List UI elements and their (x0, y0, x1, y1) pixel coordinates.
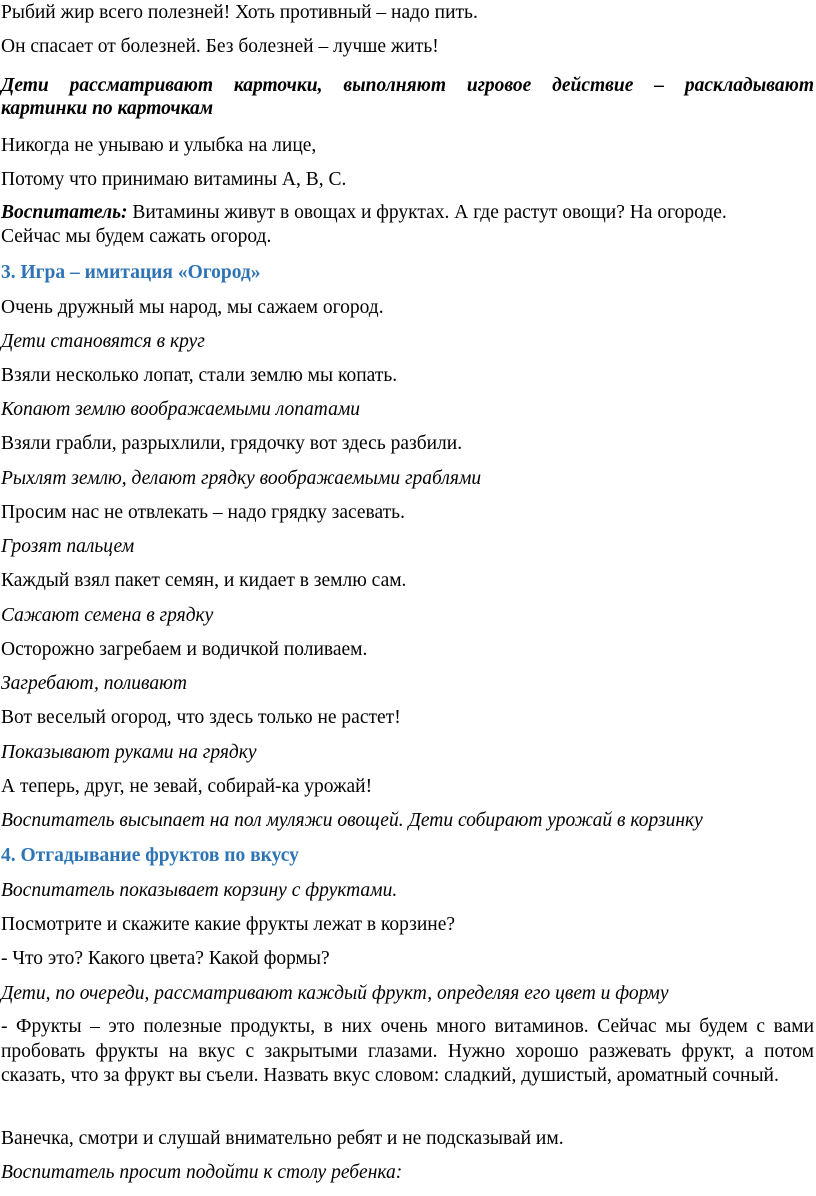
verse-line: Он спасает от болезней. Без болезней – лучше жить! (1, 36, 439, 57)
stage-direction: Показывают руками на грядку (1, 742, 257, 763)
verse-line: Просим нас не отвлекать – надо грядку засевать. (1, 502, 405, 523)
stage-direction: Дети рассматривают карточки, выполняют игровое действие – раскладывают (1, 75, 814, 96)
speaker-label: Воспитатель: (1, 202, 128, 223)
verse-line: Рыбий жир всего полезней! Хоть противный – надо пить. (1, 2, 478, 23)
section-heading: 4. Отгадывание фруктов по вкусу (1, 845, 299, 866)
verse-line: Осторожно загребаем и водичкой поливаем. (1, 639, 368, 660)
stage-direction: Дети становятся в круг (1, 331, 205, 352)
verse-line: Вот веселый огород, что здесь только не растет! (1, 707, 401, 728)
teacher-speech: Посмотрите и скажите какие фрукты лежат в корзине? (1, 914, 456, 935)
speech-text: Витамины живут в овощах и фруктах. А где растут овощи? На огороде. (127, 202, 727, 223)
stage-direction: Дети, по очереди, рассматривают каждый фрукт, определяя его цвет и форму (1, 983, 669, 1004)
verse-line: Очень дружный мы народ, мы сажаем огород. (1, 297, 384, 318)
stage-direction: Загребают, поливают (1, 673, 187, 694)
teacher-speech: - Что это? Какого цвета? Какой формы? (1, 948, 330, 969)
verse-line: Потому что принимаю витамины А, В, С. (1, 169, 347, 190)
verse-line: Каждый взял пакет семян, и кидает в землю сам. (1, 570, 407, 591)
stage-direction: Воспитатель просит подойти к столу ребенка: (1, 1162, 403, 1183)
speech-continuation: Сейчас мы будем сажать огород. (1, 226, 272, 247)
stage-direction: Воспитатель показывает корзину с фруктами. (1, 880, 398, 901)
stage-direction: Рыхлят землю, делают грядку воображаемыми граблями (1, 468, 482, 489)
section-heading: 3. Игра – имитация «Огород» (1, 262, 261, 283)
stage-direction: Воспитатель высыпает на пол муляжи овощей. Дети собирают урожай в корзинку (1, 810, 703, 831)
stage-direction: Копают землю воображаемыми лопатами (1, 399, 361, 420)
stage-direction: Грозят пальцем (1, 536, 135, 557)
teacher-speech: Ванечка, смотри и слушай внимательно ребят и не подсказывай им. (1, 1128, 564, 1149)
stage-direction: картинки по карточкам (1, 98, 214, 119)
teacher-speech-block: - Фрукты – это полезные продукты, в них очень много витаминов. Сейчас мы будем с вами пробовать фрукты на вкус с закрытыми глазами. Нужно хорошо разжевать фрукт, а потом сказать, что за фрукт вы съели. Назвать вкус словом: сладкий, душистый, ароматный сочный. (1, 1016, 814, 1087)
verse-line: Взяли несколько лопат, стали землю мы копать. (1, 365, 398, 386)
verse-line: А теперь, друг, не зевай, собирай-ка урожай! (1, 776, 373, 797)
verse-line: Взяли грабли, разрыхлили, грядочку вот здесь разбили. (1, 433, 463, 454)
teacher-speech (1, 200, 814, 226)
verse-line: Никогда не унываю и улыбка на лице, (1, 135, 317, 156)
stage-direction: Сажают семена в грядку (1, 605, 214, 626)
